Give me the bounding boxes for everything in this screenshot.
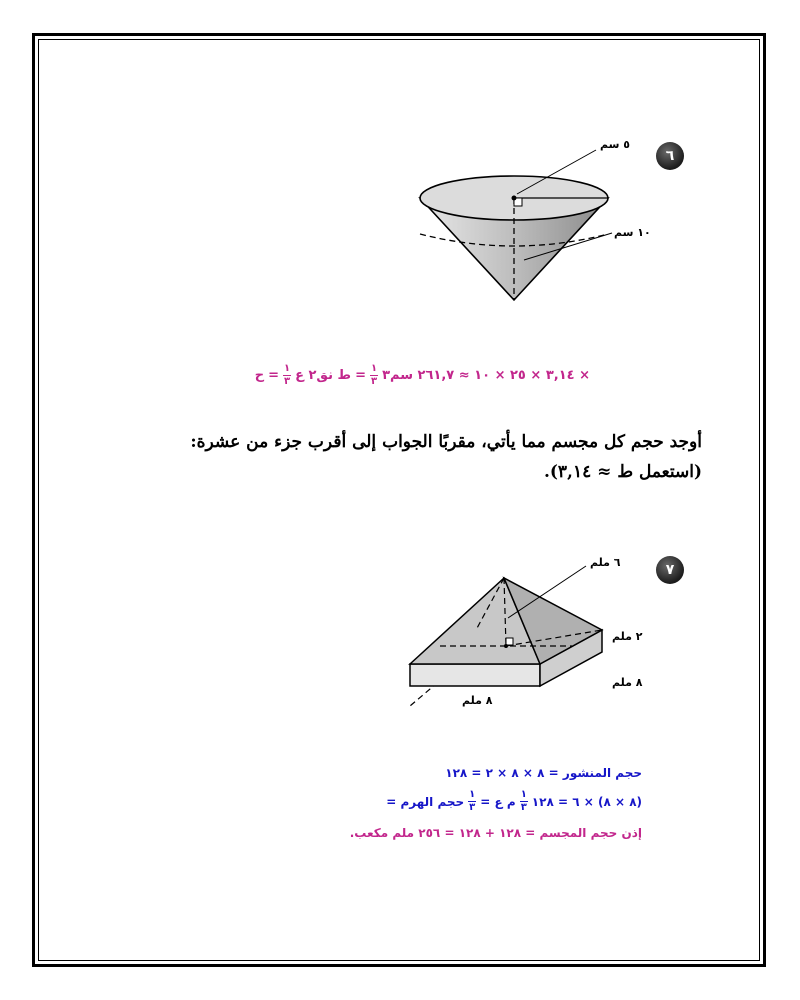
pyramid-fraction-1: [468, 790, 476, 813]
instruction-line-2: (استعمل ط ≈ ٣,١٤).: [543, 462, 702, 482]
prism-height-label: ٢ ملم: [612, 630, 643, 643]
prism-depth-label: ٨ ملم: [612, 676, 643, 689]
prism-width-label: ٨ ملم: [462, 694, 493, 707]
prism-pyramid-figure: [400, 560, 620, 700]
formula-lhs: ح: [254, 368, 265, 383]
formula-fraction-1: [283, 364, 291, 387]
pyramid-fraction-2-denominator: ٣: [520, 802, 527, 813]
prism-volume-line: حجم المنشور = ٨ × ٨ × ٢ = ١٢٨: [445, 766, 642, 780]
problem-7-number-badge: [656, 556, 684, 584]
fraction-2-numerator: ١: [370, 363, 378, 374]
problem-6-number: ٦: [665, 148, 675, 164]
pyramid-fraction-2-numerator: ١: [520, 789, 527, 800]
formula-term-2: × ٣,١٤ × ٢٥ × ١٠ ≈ ٢٦١,٧ سم٣: [382, 368, 590, 383]
instruction-line-1: أوجد حجم كل مجسم مما يأتي، مقربًا الجواب إلى أقرب جزء من عشرة:: [190, 432, 702, 452]
pyramid-fraction-1-numerator: ١: [469, 789, 476, 800]
pyramid-fraction-2: [520, 790, 528, 813]
pyramid-volume-prefix: حجم الهرم =: [386, 794, 465, 809]
formula-term-1: ط نق٢ ع: [295, 368, 352, 383]
pyramid-height-label: ٦ ملم: [590, 556, 621, 569]
problem-6-number-badge: [656, 142, 684, 170]
pyramid-fraction-1-denominator: ٣: [469, 802, 476, 813]
total-volume-line: إذن حجم المجسم = ١٢٨ + ١٢٨ = ٢٥٦ ملم مكعب.: [349, 826, 642, 840]
formula-eq-1: =: [268, 368, 279, 383]
fraction-1-numerator: ١: [283, 363, 291, 374]
cone-radius-label: ٥ سم: [600, 138, 630, 151]
fraction-1-denominator: ٣: [283, 376, 291, 387]
fraction-2-denominator: ٣: [370, 376, 378, 387]
pyramid-volume-suffix: (٨ × ٨) × ٦ = ١٢٨: [531, 794, 642, 809]
formula-fraction-2: [370, 364, 378, 387]
pyramid-volume-middle: م ع =: [480, 794, 516, 809]
pyramid-volume-line: [386, 790, 642, 813]
cone-height-label: ١٠ سم: [614, 226, 651, 239]
problem-6-formula: [255, 364, 590, 387]
formula-eq-2: =: [355, 368, 366, 383]
problem-7-number: ٧: [665, 562, 675, 578]
